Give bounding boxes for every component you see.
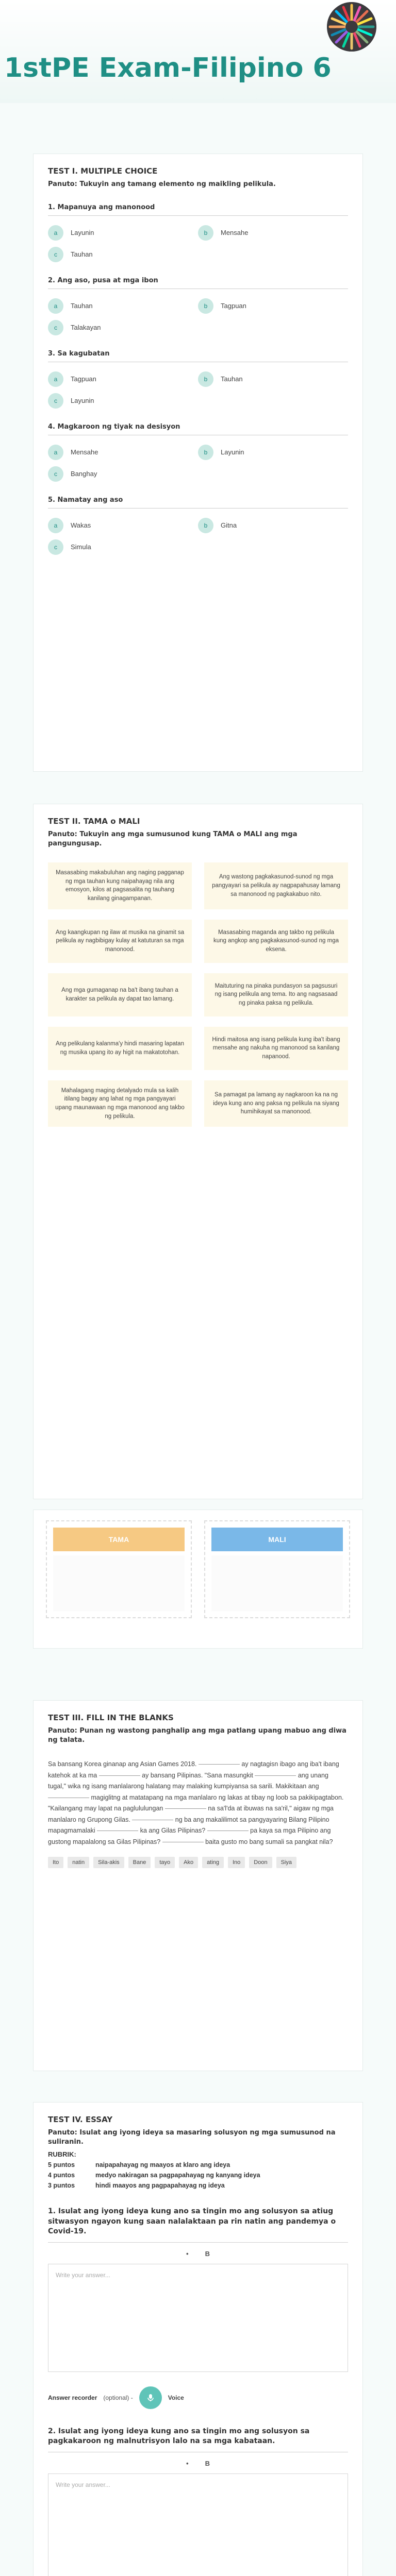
option-text: Mensahe — [71, 448, 98, 456]
paragraph-text: ang unang tugal," wika ng isang manlalarong halatang may malaking kumpiyansa sa sarili. Makikitaan ang — [48, 1771, 328, 1790]
option-letter: a — [48, 298, 63, 314]
fill-paragraph — [48, 1759, 348, 1848]
blank-slot[interactable] — [255, 1775, 296, 1776]
blank-slot[interactable] — [165, 1808, 206, 1809]
option-list — [48, 371, 348, 409]
option-text: Talakayan — [71, 324, 101, 332]
test4-card — [33, 2102, 363, 2576]
statement-grid — [48, 862, 348, 1127]
answer-option[interactable] — [48, 371, 198, 387]
rubric-points: 3 puntos — [48, 2182, 75, 2190]
mali-drop-area[interactable] — [211, 1555, 343, 1611]
option-text: Tauhan — [71, 250, 93, 259]
option-letter: c — [48, 466, 63, 482]
word-chip[interactable]: Ako — [179, 1857, 198, 1868]
page-title: 1stPE Exam-Filipino 6 — [4, 53, 332, 83]
option-letter: c — [48, 393, 63, 409]
answer-option[interactable] — [48, 320, 198, 335]
blank-slot[interactable] — [199, 1764, 240, 1765]
test3-instruction: Panuto: Punan ng wastong panghalip ang mga patlang upang mabuo ang diwa ng talata. — [48, 1727, 346, 1744]
word-chip[interactable]: natin — [68, 1857, 89, 1868]
paragraph-text: Sa bansang Korea ginanap ang Asian Games 2018. — [48, 1760, 197, 1768]
option-letter: c — [48, 247, 63, 262]
paragraph-text: na sa'l'da at ibuwas na sa'ril," aigaw ng mga manlalaro ng Grupong Gilas. — [48, 1805, 334, 1823]
word-chip[interactable]: Ito — [48, 1857, 63, 1868]
question-title: 1. Mapanuya ang manonood — [48, 203, 155, 211]
option-letter: b — [198, 298, 213, 314]
option-text: Wakas — [71, 521, 91, 530]
bullet-list-button[interactable]: • — [186, 2460, 189, 2468]
question-title: 2. Ang aso, pusa at mga ibon — [48, 276, 158, 284]
tama-mali-dropzones — [33, 1510, 363, 1649]
editor-toolbar — [48, 2460, 348, 2467]
bullet-list-button[interactable]: • — [186, 2249, 189, 2258]
option-letter: b — [198, 445, 213, 460]
option-text: Simula — [71, 543, 91, 551]
rubric-description: hindi maayos ang pagpapahayag ng ideya — [95, 2182, 225, 2190]
answer-option[interactable] — [198, 225, 348, 241]
rubric-title: RUBRIK: — [48, 2150, 76, 2159]
option-text: Tauhan — [221, 375, 243, 383]
test2-instruction: Panuto: Tukuyin ang mga sumusunod kung TAMA o MALI ang mga pangungusap. — [48, 831, 298, 848]
option-text: Mensahe — [221, 229, 249, 237]
answer-option[interactable] — [48, 225, 198, 241]
test1-card — [33, 154, 363, 772]
rubric-points: 4 puntos — [48, 2172, 75, 2179]
option-letter: c — [48, 539, 63, 555]
word-chip[interactable]: Sila-akis — [93, 1857, 124, 1868]
paragraph-text: ka ang Gilas Pilipinas? — [140, 1827, 206, 1835]
draggable-statement[interactable]: Ang kaangkupan ng ilaw at musika na ginamit sa pelikula ay nagbibigay kulay at katuturan sa mga manonood. — [48, 920, 192, 963]
bold-button[interactable]: B — [205, 2460, 210, 2468]
answer-option[interactable] — [198, 445, 348, 460]
draggable-statement[interactable]: Mahalagang maging detalyado mula sa kalih itilang bagay ang lahat ng mga pangyayari upang maunawaan ng mga manonood ang takbo ng pelikula. — [48, 1080, 192, 1127]
rubric-row — [48, 2161, 348, 2168]
bold-button[interactable]: B — [205, 2249, 210, 2258]
essay-question — [48, 2207, 348, 2409]
option-list — [48, 225, 348, 262]
option-letter: c — [48, 320, 63, 335]
option-letter: a — [48, 225, 63, 241]
option-text: Gitna — [221, 521, 237, 530]
option-text: Tagpuan — [71, 375, 96, 383]
answer-option[interactable] — [48, 539, 198, 555]
mc-questions — [48, 204, 348, 555]
rubric-row — [48, 2172, 348, 2179]
voice-label: Voice — [168, 2394, 184, 2401]
option-letter: b — [198, 371, 213, 387]
record-voice-button[interactable] — [139, 2386, 162, 2409]
mali-label: MALI — [211, 1528, 343, 1551]
rubric-description: naipapahayag ng maayos at klaro ang ideya — [95, 2161, 230, 2169]
word-chip[interactable]: tayo — [155, 1857, 175, 1868]
draggable-statement[interactable]: Ang mga gumaganap na ba't ibang tauhan a karakter sa pelikula ay dapat tao lamang. — [48, 973, 192, 1016]
header — [0, 0, 396, 103]
word-chip[interactable]: Doon — [249, 1857, 272, 1868]
answer-option[interactable] — [48, 393, 198, 409]
microphone-icon — [146, 2393, 155, 2402]
essay-question — [48, 2427, 348, 2576]
answer-textarea[interactable]: Write your answer... — [48, 2473, 348, 2576]
answer-chips — [48, 1857, 348, 1868]
test4-title: TEST IV. ESSAY — [48, 2115, 113, 2124]
option-letter: a — [48, 371, 63, 387]
test1-instruction: Panuto: Tukuyin ang tamang elemento ng maikling pelikula. — [48, 180, 276, 188]
draggable-statement[interactable]: Ang wastong pagkakasunod-sunod ng mga pangyayari sa pelikula ay nagpapahusay lamang sa manonood ng pagkakabuo nito. — [204, 862, 348, 909]
option-list — [48, 298, 348, 335]
draggable-statement[interactable]: Masasabing maganda ang takbo ng pelikula kung angkop ang pagkakasunod-sunod ng mga eksena. — [204, 920, 348, 963]
test1-title: TEST I. MULTIPLE CHOICE — [48, 166, 158, 176]
option-text: Layunin — [221, 448, 244, 456]
essay-questions — [48, 2207, 348, 2576]
option-text: Tauhan — [71, 302, 93, 310]
rubric-points: 5 puntos — [48, 2161, 75, 2169]
essay-prompt: 1. Isulat ang iyong ideya kung ano sa tingin mo ang solusyon sa atiug sitwasyon ngayon kung saan nalalaktaan pa rin natin ang pandemya o Covid-19. — [48, 2207, 336, 2236]
option-letter: b — [198, 518, 213, 533]
option-list — [48, 445, 348, 482]
answer-option[interactable] — [198, 298, 348, 314]
option-letter: b — [198, 225, 213, 241]
test3-card — [33, 1700, 363, 2071]
paragraph-text: ay nagtagisn ibago ang iba't ibang katehok at ka ma — [48, 1760, 339, 1779]
rubric-description: medyo nakiragan sa pagpapahayag ng kanyang ideya — [95, 2172, 260, 2179]
option-text: Banghay — [71, 470, 97, 478]
paragraph-text: ay bansang Pilipinas. "Sana masungkit — [142, 1771, 253, 1779]
draggable-statement[interactable]: Ang pelikulang kalanma'y hindi masaring lapatan ng musika upang ito ay higit na makatotohan. — [48, 1027, 192, 1070]
word-chip[interactable]: Bane — [128, 1857, 151, 1868]
question-title: 4. Magkaroon ng tiyak na desisyon — [48, 422, 180, 431]
option-letter: a — [48, 518, 63, 533]
option-letter: a — [48, 445, 63, 460]
answer-option[interactable] — [198, 371, 348, 387]
test3-title: TEST III. FILL IN THE BLANKS — [48, 1713, 174, 1722]
paragraph-text: ng ba ang makalilimot sa pangyayaring Bilang Pilipino mapagmamalaki — [48, 1816, 329, 1835]
word-chip[interactable]: ating — [202, 1857, 224, 1868]
answer-option[interactable] — [48, 298, 198, 314]
question-title: 3. Sa kagubatan — [48, 349, 110, 358]
logo-pencils-icon — [327, 2, 376, 52]
paragraph-text: pa kaya sa mga Pilipino ang gustong mapalalong sa Gilas Pilipinas? — [48, 1827, 331, 1845]
draggable-statement[interactable]: Hindi maitosa ang isang pelikula kung iba't ibang mensahe ang nakuha ng manonood sa kanilang napanood. — [204, 1027, 348, 1070]
tama-drop-area[interactable] — [53, 1555, 185, 1611]
tama-dropzone[interactable] — [46, 1520, 192, 1618]
rubric-row — [48, 2182, 348, 2189]
answer-option[interactable] — [48, 518, 198, 533]
test4-instruction: Panuto: Isulat ang iyong ideya sa masaring solusyon ng mga sumusunod na suliranin. — [48, 2129, 336, 2146]
option-list — [48, 518, 348, 555]
divider — [48, 215, 348, 216]
word-chip[interactable]: Ino — [228, 1857, 245, 1868]
editor-toolbar — [48, 2250, 348, 2258]
draggable-statement[interactable]: Sa pamagat pa lamang ay nagkaroon ka na ng ideya kung ano ang paksa ng pelikula na siyang humihikayat sa manonood. — [204, 1080, 348, 1127]
recorder-optional-note: (optional) - — [103, 2394, 133, 2401]
blank-slot[interactable] — [99, 1775, 140, 1776]
mali-dropzone[interactable] — [204, 1520, 350, 1618]
answer-option[interactable] — [198, 518, 348, 533]
essay-prompt: 2. Isulat ang iyong ideya kung ano sa tingin mo ang solusyon sa pagkakaroon ng malnutrisyon lalo na sa mga kabataan. — [48, 2427, 310, 2446]
draggable-statement[interactable]: Masasabing makabuluhan ang naging pagganap ng mga tauhan kung naipahayag nila ang emosyon, kilos at pagsasalita ng tauhang kanilang ginagampanan. — [48, 862, 192, 909]
test2-card — [33, 804, 363, 1499]
answer-textarea[interactable]: Write your answer... — [48, 2264, 348, 2372]
option-text: Layunin — [71, 229, 94, 237]
rubric-list — [48, 2161, 348, 2189]
paragraph-text: baita gusto mo bang sumali sa pangkat nila? — [205, 1838, 333, 1845]
recorder-label: Answer recorder — [48, 2394, 97, 2401]
divider — [48, 508, 348, 509]
test2-title: TEST II. TAMA o MALI — [48, 817, 140, 826]
word-chip[interactable]: Siya — [276, 1857, 296, 1868]
answer-option[interactable] — [48, 466, 198, 482]
draggable-statement[interactable]: Maituturing na pinaka pundasyon sa pagsusuri ng isang pelikula ang tema. Ito ang nagsasaad ng pinaka paksa ng pelikula. — [204, 973, 348, 1016]
answer-recorder — [48, 2386, 348, 2409]
answer-option[interactable] — [48, 247, 198, 262]
tama-label: TAMA — [53, 1528, 185, 1551]
divider — [48, 2242, 348, 2243]
option-text: Tagpuan — [221, 302, 246, 310]
answer-option[interactable] — [48, 445, 198, 460]
paragraph-text: magiglitng at matatapang na mga manlalaro ng lakas at tibay ng loob sa pakikipagtabon. "Kailangang may lapat na paglululungan — [48, 1793, 344, 1812]
option-text: Layunin — [71, 397, 94, 405]
question-title: 5. Namatay ang aso — [48, 496, 123, 504]
